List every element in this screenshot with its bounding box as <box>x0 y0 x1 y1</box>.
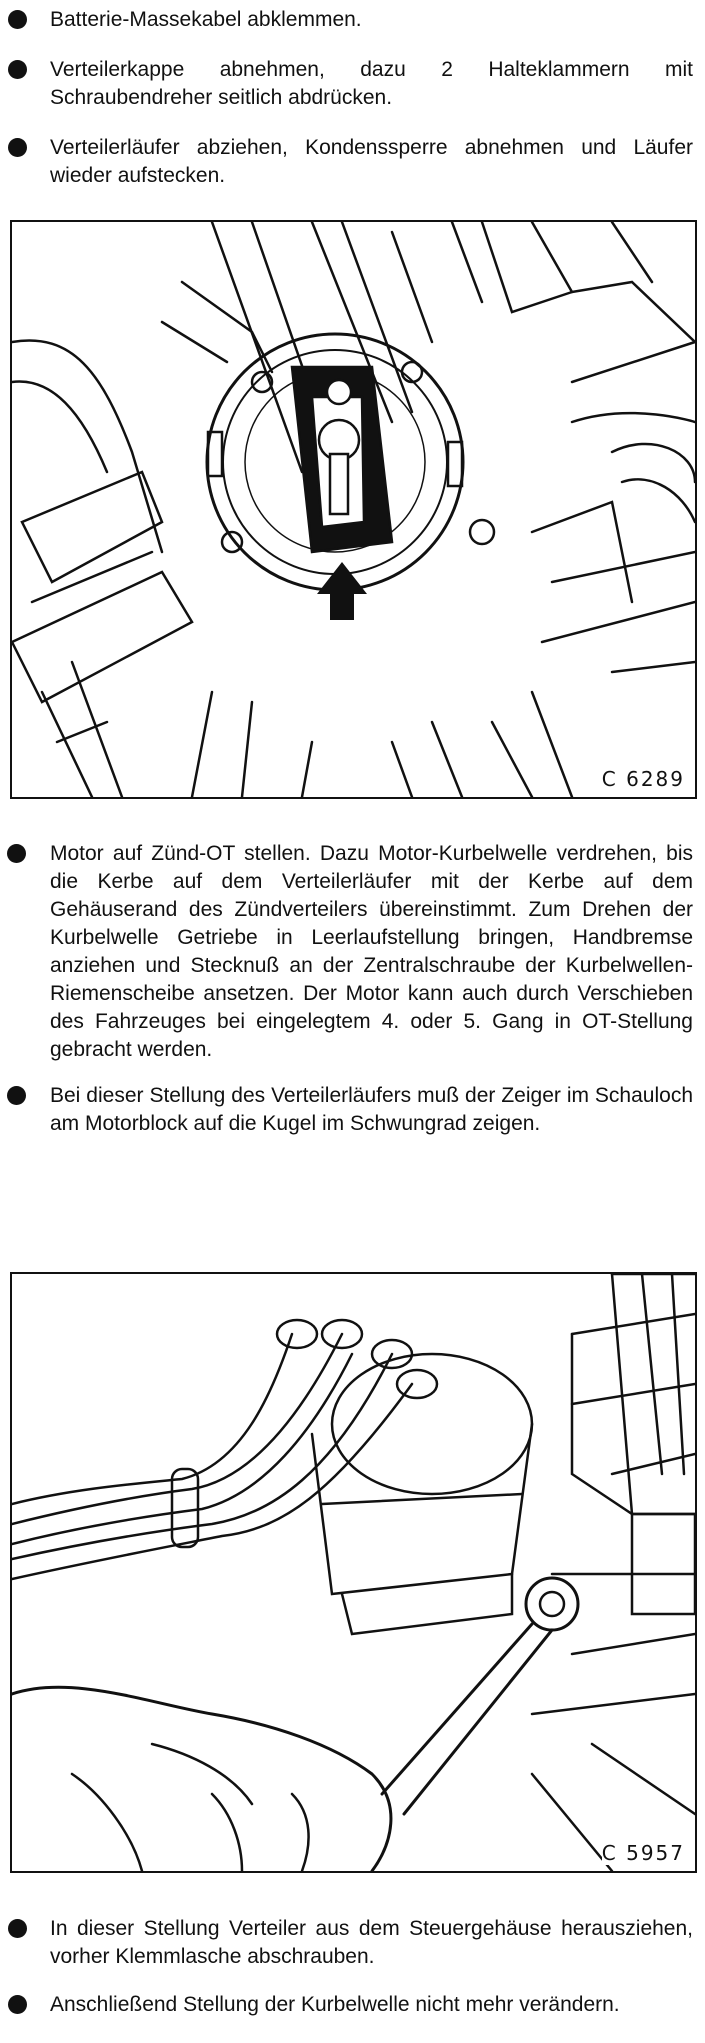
distributor-removal-figure <box>10 1272 697 1873</box>
instruction-text: Verteilerläufer abziehen, Kondenssperre abnehmen und Läufer wieder aufstecken. <box>50 136 693 187</box>
bullet-icon <box>8 10 27 29</box>
instruction-text: Verteilerkappe abnehmen, dazu 2 Halteklammern mit Schraubendreher seitlich abdrücken. <box>50 58 693 109</box>
bullet-icon <box>7 844 26 863</box>
bullet-icon <box>8 1995 27 2014</box>
figure-code: C 5957 <box>601 1841 685 1865</box>
distributor-rotor-figure <box>10 220 697 799</box>
list-item <box>0 1991 705 2019</box>
list-item <box>0 134 705 190</box>
bullet-icon <box>8 1919 27 1938</box>
instruction-text: Bei dieser Stellung des Verteilerläufers muß der Zeiger im Schauloch am Motorblock auf die Kugel im Schwungrad zeigen. <box>50 1084 693 1135</box>
instruction-list-3 <box>0 1915 705 2039</box>
bullet-icon <box>8 138 27 157</box>
instruction-text: Anschließend Stellung der Kurbelwelle nicht mehr verändern. <box>50 1993 620 2016</box>
instruction-list-1 <box>0 6 705 212</box>
bullet-icon <box>8 60 27 79</box>
distributor-rotor-illustration <box>12 222 695 797</box>
figure-code: C 6289 <box>601 767 685 791</box>
instruction-text: Batterie-Massekabel abklemmen. <box>50 8 362 31</box>
instruction-list-2 <box>0 840 705 1156</box>
bullet-icon <box>7 1086 26 1105</box>
list-item <box>0 1915 705 1971</box>
distributor-removal-illustration <box>12 1274 695 1871</box>
list-item <box>0 56 705 112</box>
list-item <box>0 1082 705 1138</box>
instruction-text: Motor auf Zünd-OT stellen. Dazu Motor-Kurbelwelle verdrehen, bis die Kerbe auf dem Verteilerläufer mit der Kerbe auf dem Gehäuserand des Zündverteilers übereinstimmt. Zum Drehen der Kurbelwelle Getriebe in Leerlaufstellung bringen, Handbremse anziehen und Stecknuß an der Zentralschraube der Kurbelwellen-Riemenscheibe ansetzen. Der Motor kann auch durch Verschieben des Fahrzeuges bei eingelegtem 4. oder 5. Gang in OT-Stellung gebracht werden. <box>50 842 693 1061</box>
list-item <box>0 6 705 34</box>
instruction-text: In dieser Stellung Verteiler aus dem Steuergehäuse herausziehen, vorher Klemmlasche abschrauben. <box>50 1917 693 1968</box>
list-item <box>0 840 705 1064</box>
